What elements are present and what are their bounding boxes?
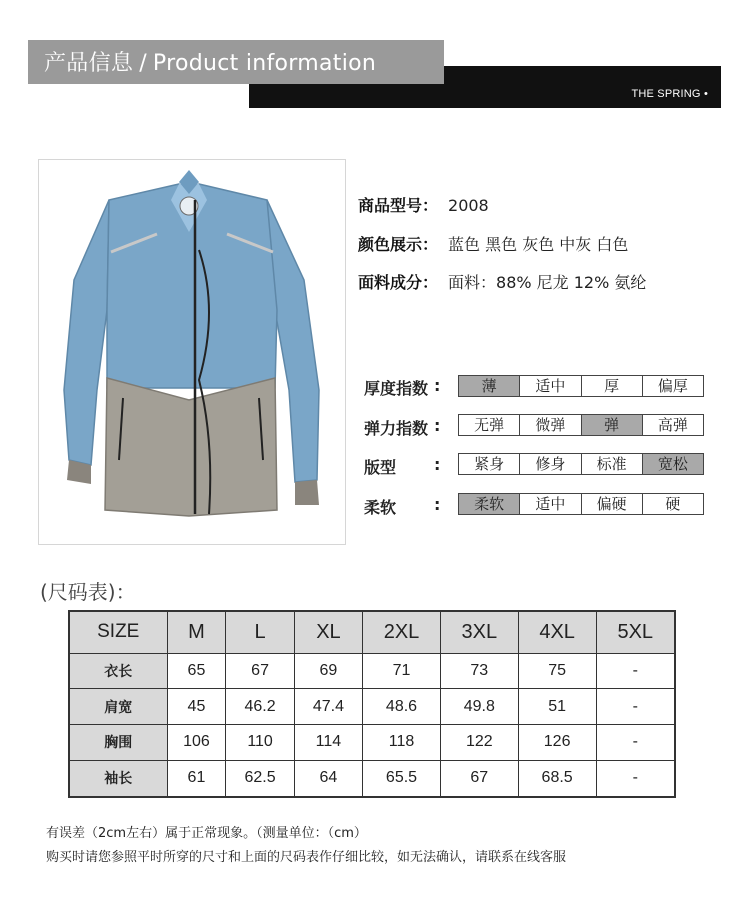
thickness-option: 适中 xyxy=(520,376,581,396)
table-cell: 49.8 xyxy=(440,689,518,725)
elasticity-scale xyxy=(458,414,704,436)
table-row xyxy=(69,653,675,689)
table-cell: 75 xyxy=(518,653,596,689)
table-cell: 106 xyxy=(167,725,226,761)
thickness-option: 偏厚 xyxy=(657,377,688,395)
table-cell: 65.5 xyxy=(363,760,441,797)
table-cell: 46.2 xyxy=(226,689,294,725)
table-cell: 47.4 xyxy=(294,689,362,725)
table-cell: - xyxy=(596,653,675,689)
table-row xyxy=(69,689,675,725)
color-value: 蓝色 黑色 灰色 中灰 白色 xyxy=(448,235,629,254)
table-cell: 73 xyxy=(440,653,518,689)
thickness-option: 厚 xyxy=(582,376,643,396)
jacket-illustration xyxy=(39,160,345,544)
table-cell: 45 xyxy=(167,689,226,725)
table-cell: - xyxy=(596,689,675,725)
softness-option: 偏硬 xyxy=(582,494,643,514)
table-cell: - xyxy=(596,725,675,761)
elasticity-label: 弹力指数 xyxy=(364,419,429,438)
table-row xyxy=(69,760,675,797)
fabric-value: 面料：88% 尼龙 12% 氨纶 xyxy=(448,273,647,292)
fit-option: 修身 xyxy=(520,454,581,474)
fit-scale xyxy=(458,453,704,475)
size-header-cell: 4XL xyxy=(518,611,596,653)
fit-colon: : xyxy=(434,455,441,474)
page-title xyxy=(44,46,376,77)
elasticity-option: 无弹 xyxy=(459,415,520,435)
table-cell: 51 xyxy=(518,689,596,725)
elasticity-option: 微弹 xyxy=(520,415,581,435)
row-label: 胸围 xyxy=(69,725,167,761)
model-line xyxy=(358,193,489,216)
softness-option: 柔软 xyxy=(459,494,520,514)
page-title-en: Product information xyxy=(152,51,377,76)
thickness-colon: : xyxy=(434,376,441,395)
softness-option: 适中 xyxy=(520,494,581,514)
size-header-cell: 2XL xyxy=(363,611,441,653)
table-cell: 118 xyxy=(363,725,441,761)
page-title-cn: 产品信息 xyxy=(44,51,134,76)
model-label: 商品型号： xyxy=(358,196,439,215)
size-table-header xyxy=(69,611,675,653)
table-row xyxy=(69,725,675,761)
softness-scale xyxy=(458,493,704,515)
row-label: 衣长 xyxy=(69,653,167,689)
size-header-cell: SIZE xyxy=(69,611,167,653)
size-header-cell: 3XL xyxy=(440,611,518,653)
size-header-cell: M xyxy=(167,611,226,653)
elasticity-option: 弹 xyxy=(582,415,643,435)
fit-option: 标准 xyxy=(582,454,643,474)
row-label: 袖长 xyxy=(69,760,167,797)
fabric-line xyxy=(358,270,646,293)
table-cell: 71 xyxy=(363,653,441,689)
fabric-label: 面料成分： xyxy=(358,273,439,292)
row-label: 肩宽 xyxy=(69,689,167,725)
fit-option: 紧身 xyxy=(459,454,520,474)
note-size-advice: 购买时请您参照平时所穿的尺寸和上面的尺码表作仔细比较，如无法确认，请联系在线客服 xyxy=(46,850,567,865)
page-title-separator: / xyxy=(139,51,147,76)
product-image xyxy=(38,159,346,545)
table-cell: 110 xyxy=(226,725,294,761)
table-cell: 126 xyxy=(518,725,596,761)
table-cell: 61 xyxy=(167,760,226,797)
table-cell: 65 xyxy=(167,653,226,689)
size-header-cell: 5XL xyxy=(596,611,675,653)
thickness-label: 厚度指数 xyxy=(364,379,429,398)
elasticity-colon: : xyxy=(434,416,441,435)
table-cell: 68.5 xyxy=(518,760,596,797)
table-cell: - xyxy=(596,760,675,797)
table-cell: 67 xyxy=(226,653,294,689)
fit-label: 版型 xyxy=(364,458,397,477)
elasticity-option: 高弹 xyxy=(657,416,688,434)
model-value: 2008 xyxy=(448,196,489,215)
size-table-title: (尺码表)： xyxy=(40,580,136,604)
table-cell: 69 xyxy=(294,653,362,689)
color-label: 颜色展示： xyxy=(358,235,439,254)
thickness-option: 薄 xyxy=(459,376,520,396)
note-error-margin: 有误差（2cm左右）属于正常现象。（测量单位：（cm） xyxy=(46,826,367,841)
softness-option: 硬 xyxy=(665,495,681,513)
table-cell: 62.5 xyxy=(226,760,294,797)
table-cell: 67 xyxy=(440,760,518,797)
table-cell: 48.6 xyxy=(363,689,441,725)
table-cell: 114 xyxy=(294,725,362,761)
softness-label: 柔软 xyxy=(364,498,397,517)
size-header-cell: L xyxy=(226,611,294,653)
size-table xyxy=(68,610,676,798)
table-cell: 122 xyxy=(440,725,518,761)
size-header-cell: XL xyxy=(294,611,362,653)
thickness-scale xyxy=(458,375,704,397)
header-tagline: THE SPRING • xyxy=(631,88,708,100)
table-cell: 64 xyxy=(294,760,362,797)
color-line xyxy=(358,232,628,255)
fit-option: 宽松 xyxy=(643,454,703,474)
softness-colon: : xyxy=(434,495,441,514)
